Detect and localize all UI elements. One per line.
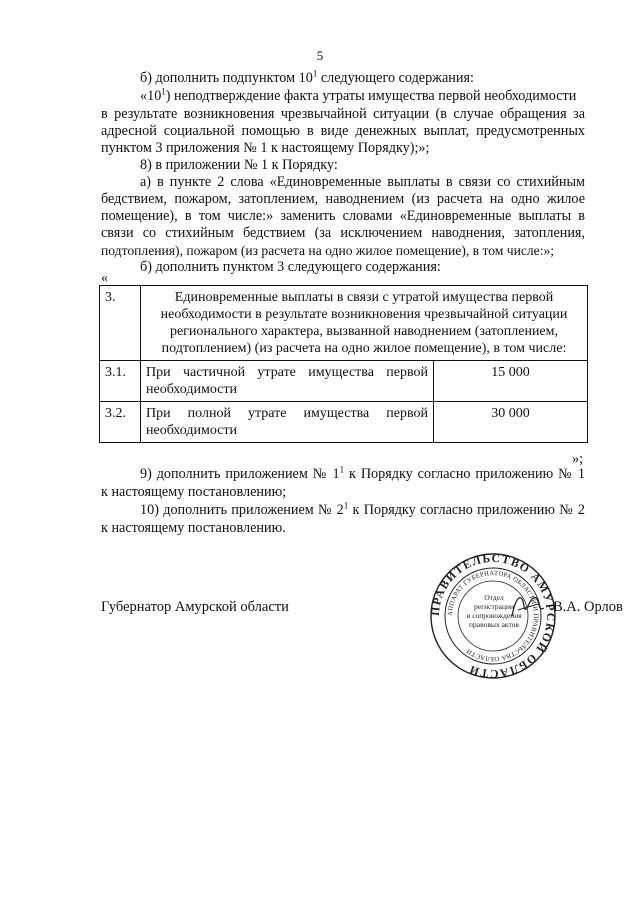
table-cell-desc: При полной утрате имущества первой необходимости [141, 402, 434, 443]
text-line: подтопления), пожаром (из расчета на одно жилое помещение), в том числе:»; [101, 243, 555, 258]
text-line: в результате возникновения чрезвычайной ситуации (в случае обращения за [101, 106, 585, 122]
text-line: пунктом 3 приложения № 1 к настоящему Порядку);»; [101, 140, 430, 156]
handwritten-signature [508, 588, 548, 624]
open-quote: « [101, 270, 109, 286]
table-cell-num: 3. [100, 286, 141, 361]
text-line: адресной социальной помощью в виде денежных выплат, предусмотренных [101, 123, 585, 139]
text-line: а) в пункте 2 слова «Единовременные выплаты в связи со стихийным [140, 174, 585, 190]
table-header-row [100, 286, 588, 361]
text-line: б) дополнить пунктом 3 следующего содержания: [140, 259, 441, 275]
close-quote: »; [572, 451, 584, 467]
text-line: помещение), в том числе:» заменить словами «Единовременные выплаты в [101, 208, 585, 224]
table-row [100, 402, 588, 443]
table-cell-desc: При частичной утрате имущества первой необходимости [141, 361, 434, 402]
signatory-title: Губернатор Амурской области [101, 599, 289, 615]
stamp-middle-text: АППАРАТ ГУБЕРНАТОРА ОБЛАСТИ И ПРАВИТЕЛЬСТВА ОБЛАСТИ [446, 569, 540, 663]
table-cell-num: 3.2. [100, 402, 141, 443]
text-line: 10) дополнить приложением № $2^1$ к Порядку согласно приложению № 2 [140, 500, 585, 518]
table-cell-value: 15 000 [434, 361, 588, 402]
text-line: связи со стихийным бедствием (за исключением наводнения, затопления, [101, 225, 585, 241]
text-line: к настоящему постановлению; [101, 484, 287, 500]
text-line: 8) в приложении № 1 к Порядку: [140, 157, 338, 173]
stamp-outer-text: ПРАВИТЕЛЬСТВО АМУРСКОЙ ОБЛАСТИ [429, 553, 557, 679]
text-line: 9) дополнить приложением № $1^1$ к Порядку согласно приложению № 1 [140, 464, 585, 482]
table-cell-value: 30 000 [434, 402, 588, 443]
stamp-inner-text: Отдел регистрации и сопровождения правовых актов [466, 593, 522, 629]
text-line: б) дополнить подпунктом $10^1$ следующего содержания: [140, 68, 474, 86]
text-line: «$10^1$) неподтверждение факта утраты имущества первой необходимости [140, 86, 577, 104]
table-cell-header-text: Единовременные выплаты в связи с утратой имущества первой необходимости в результате возникновения чрезвычайной ситуации регионального характера, вызванной наводнением (затоплением, подтоплением) (из расчета на одно жилое помещение), в том числе: [141, 286, 588, 361]
text-line: к настоящему постановлению. [101, 520, 286, 536]
text-line: бедствием, пожаром, затоплением, наводнением (из расчета на одно жилое [101, 191, 585, 207]
payments-table [99, 285, 588, 443]
signatory-name: В.А. Орлов [553, 599, 623, 615]
page-number: 5 [316, 48, 324, 63]
table-cell-num: 3.1. [100, 361, 141, 402]
table-row [100, 361, 588, 402]
